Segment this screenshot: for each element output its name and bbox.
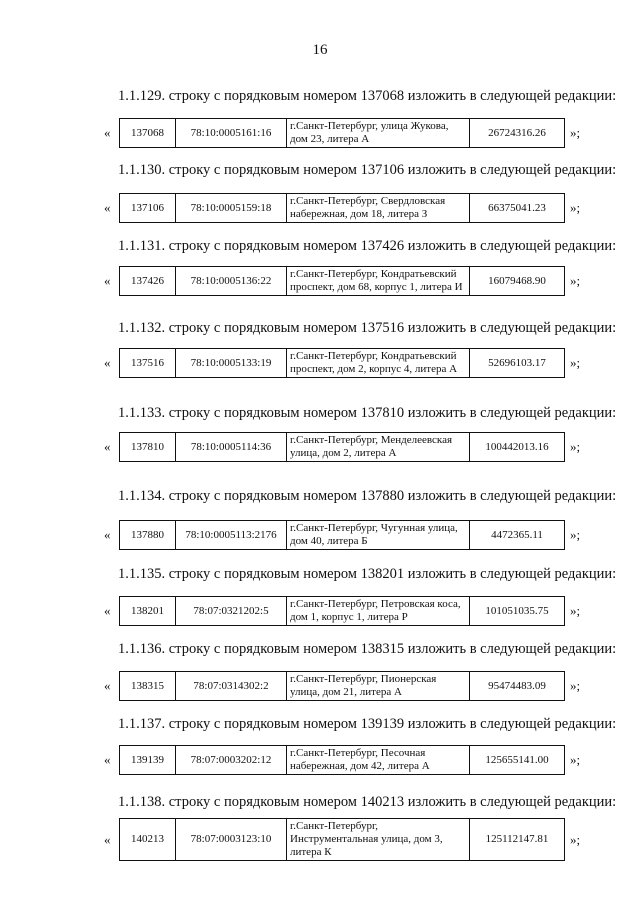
row-number-cell: 137810 [120, 433, 176, 462]
quote-open: « [104, 832, 111, 847]
quote-close: »; [570, 200, 581, 215]
address-cell: г.Санкт-Петербург, улица Жукова, дом 23, литера А [287, 119, 470, 148]
row-number-cell: 137516 [120, 349, 176, 378]
entry-table [119, 266, 565, 296]
table-row [120, 433, 565, 462]
clause-heading: 1.1.132. строку с порядковым номером 137516 изложить в следующей редакции: [118, 320, 617, 336]
quote-open: « [104, 355, 111, 370]
row-number-cell: 139139 [120, 746, 176, 775]
table-row [120, 349, 565, 378]
value-cell: 26724316.26 [470, 119, 565, 148]
value-cell: 52696103.17 [470, 349, 565, 378]
table-row [120, 597, 565, 626]
row-number-cell: 137106 [120, 194, 176, 223]
table-row [120, 746, 565, 775]
address-cell: г.Санкт-Петербург, Песочная набережная, дом 42, литера А [287, 746, 470, 775]
clause-heading: 1.1.133. строку с порядковым номером 137810 изложить в следующей редакции: [118, 405, 617, 421]
quote-close: »; [570, 603, 581, 618]
address-cell: г.Санкт-Петербург, Кондратьевский проспект, дом 2, корпус 4, литера А [287, 349, 470, 378]
page-number: 16 [312, 42, 328, 58]
quote-open: « [104, 439, 111, 454]
clause-heading: 1.1.135. строку с порядковым номером 138201 изложить в следующей редакции: [118, 566, 617, 582]
clause-heading: 1.1.137. строку с порядковым номером 139139 изложить в следующей редакции: [118, 716, 617, 732]
table-row [120, 194, 565, 223]
quote-open: « [104, 752, 111, 767]
address-cell: г.Санкт-Петербург, Кондратьевский проспект, дом 68, корпус 1, литера И [287, 267, 470, 296]
address-cell: г.Санкт-Петербург, Инструментальная улица, дом 3, литера К [287, 819, 470, 861]
cadastral-number-cell: 78:10:0005133:19 [176, 349, 287, 378]
quote-close: »; [570, 752, 581, 767]
table-row [120, 521, 565, 550]
value-cell: 101051035.75 [470, 597, 565, 626]
value-cell: 100442013.16 [470, 433, 565, 462]
cadastral-number-cell: 78:07:0321202:5 [176, 597, 287, 626]
entry-table [119, 671, 565, 701]
cadastral-number-cell: 78:10:0005159:18 [176, 194, 287, 223]
row-number-cell: 137880 [120, 521, 176, 550]
row-number-cell: 137426 [120, 267, 176, 296]
quote-close: »; [570, 355, 581, 370]
clause-heading: 1.1.136. строку с порядковым номером 138315 изложить в следующей редакции: [118, 641, 617, 657]
quote-open: « [104, 200, 111, 215]
table-row [120, 119, 565, 148]
row-number-cell: 137068 [120, 119, 176, 148]
entry-table [119, 520, 565, 550]
quote-open: « [104, 603, 111, 618]
value-cell: 125655141.00 [470, 746, 565, 775]
cadastral-number-cell: 78:10:0005114:36 [176, 433, 287, 462]
entry-table [119, 745, 565, 775]
entry-table [119, 348, 565, 378]
table-row [120, 819, 565, 861]
clause-heading: 1.1.130. строку с порядковым номером 137106 изложить в следующей редакции: [118, 162, 617, 178]
quote-close: »; [570, 832, 581, 847]
quote-open: « [104, 678, 111, 693]
cadastral-number-cell: 78:10:0005161:16 [176, 119, 287, 148]
address-cell: г.Санкт-Петербург, Менделеевская улица, дом 2, литера А [287, 433, 470, 462]
quote-close: »; [570, 527, 581, 542]
quote-close: »; [570, 273, 581, 288]
entry-table [119, 432, 565, 462]
quote-close: »; [570, 678, 581, 693]
value-cell: 16079468.90 [470, 267, 565, 296]
clause-heading: 1.1.134. строку с порядковым номером 137880 изложить в следующей редакции: [118, 488, 617, 504]
row-number-cell: 138201 [120, 597, 176, 626]
quote-open: « [104, 273, 111, 288]
value-cell: 125112147.81 [470, 819, 565, 861]
clause-heading: 1.1.129. строку с порядковым номером 137068 изложить в следующей редакции: [118, 88, 617, 104]
entry-table [119, 193, 565, 223]
row-number-cell: 140213 [120, 819, 176, 861]
quote-open: « [104, 125, 111, 140]
address-cell: г.Санкт-Петербург, Петровская коса, дом 1, корпус 1, литера Р [287, 597, 470, 626]
clause-heading: 1.1.138. строку с порядковым номером 140213 изложить в следующей редакции: [118, 794, 617, 810]
quote-close: »; [570, 439, 581, 454]
cadastral-number-cell: 78:07:0314302:2 [176, 672, 287, 701]
row-number-cell: 138315 [120, 672, 176, 701]
value-cell: 4472365.11 [470, 521, 565, 550]
entry-table [119, 118, 565, 148]
cadastral-number-cell: 78:10:0005113:2176 [176, 521, 287, 550]
cadastral-number-cell: 78:07:0003123:10 [176, 819, 287, 861]
entry-table [119, 818, 565, 861]
address-cell: г.Санкт-Петербург, Свердловская набережная, дом 18, литера З [287, 194, 470, 223]
address-cell: г.Санкт-Петербург, Чугунная улица, дом 40, литера Б [287, 521, 470, 550]
value-cell: 95474483.09 [470, 672, 565, 701]
quote-close: »; [570, 125, 581, 140]
address-cell: г.Санкт-Петербург, Пионерская улица, дом 21, литера А [287, 672, 470, 701]
table-row [120, 267, 565, 296]
table-row [120, 672, 565, 701]
cadastral-number-cell: 78:07:0003202:12 [176, 746, 287, 775]
quote-open: « [104, 527, 111, 542]
entry-table [119, 596, 565, 626]
cadastral-number-cell: 78:10:0005136:22 [176, 267, 287, 296]
value-cell: 66375041.23 [470, 194, 565, 223]
clause-heading: 1.1.131. строку с порядковым номером 137426 изложить в следующей редакции: [118, 238, 617, 254]
